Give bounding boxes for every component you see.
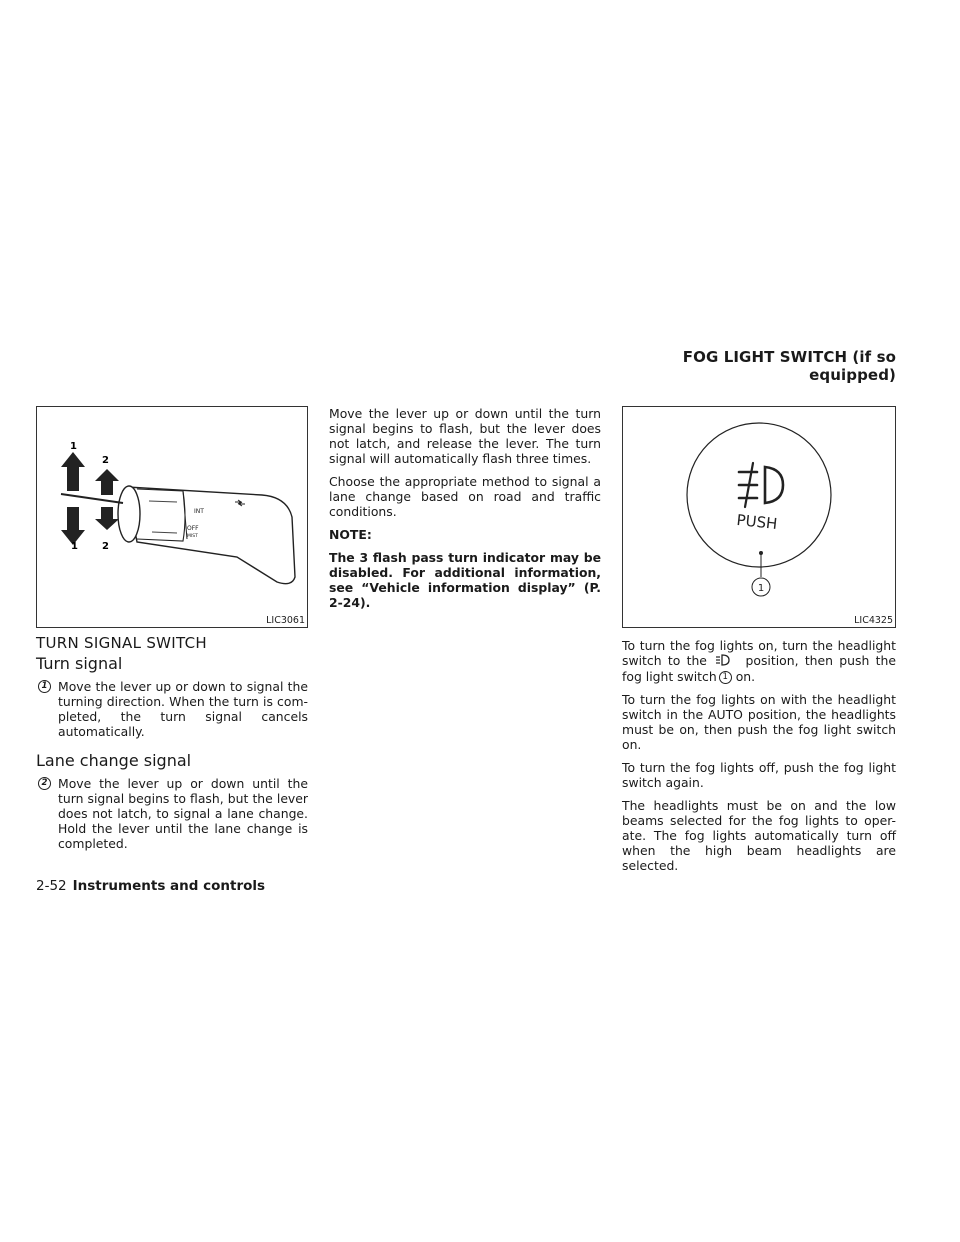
figure-code: LIC4325 xyxy=(854,615,893,626)
note-text: The 3 flash pass turn indicator may be disabled. For additional information, see “Vehicle information display” (P. 2-24). xyxy=(329,550,601,610)
section-title: FOG LIGHT SWITCH (if so equipped) xyxy=(682,348,896,384)
turn-signal-heading: Turn signal xyxy=(36,654,123,673)
fog-paragraph-4: The headlights must be on and the low beams selected for the fog lights to oper-ate. The fog lights automatically turn off when the high beam headlights are selected. xyxy=(622,798,896,873)
callout-2-bottom: 2 xyxy=(102,541,109,552)
turn-signal-lever-illustration xyxy=(37,407,307,627)
arrow-down-small-icon xyxy=(95,507,119,530)
arrow-up-large-icon xyxy=(61,452,85,491)
callout-2-top: 2 xyxy=(102,455,109,466)
callout-1-bottom: 1 xyxy=(71,541,78,552)
page-footer xyxy=(36,878,265,894)
arrow-up-small-icon xyxy=(95,469,119,495)
turn-signal-item xyxy=(36,679,308,739)
headlight-switch-icon xyxy=(713,654,739,669)
page-number: 2-52 xyxy=(36,878,67,894)
fog-paragraph-1-part-c: on. xyxy=(735,669,756,684)
middle-paragraph-1: Move the lever up or down until the turn signal begins to flash, but the lever does not latch, and release the lever. The turn signal will automatically flash three times. xyxy=(329,406,601,466)
arrow-down-large-icon xyxy=(61,507,85,545)
push-label: PUSH xyxy=(735,510,779,534)
callout-1: 1 xyxy=(757,583,765,594)
middle-column xyxy=(329,406,601,610)
book-section-name: Instruments and controls xyxy=(72,878,266,894)
turn-signal-item-text: Move the lever up or down to signal the turning direction. When the turn is com-pleted, the turn signal cancels automatically. xyxy=(58,679,308,739)
fog-paragraph-1 xyxy=(622,638,896,684)
number-badge: 1 xyxy=(719,671,732,684)
lane-change-heading: Lane change signal xyxy=(36,751,192,770)
fog-light-section xyxy=(622,638,896,881)
fog-paragraph-2: To turn the fog lights on with the headlight switch in the AUTO position, the headlights must be on, then push the fog light switch on. xyxy=(622,692,896,752)
figure-code: LIC3061 xyxy=(266,615,305,626)
lane-change-item xyxy=(36,776,308,851)
fog-paragraph-3: To turn the fog lights off, push the fog light switch again. xyxy=(622,760,896,790)
lever-mark-off: OFF xyxy=(187,525,199,532)
lever-mark-int: INT xyxy=(194,508,204,515)
middle-paragraph-2: Choose the appropriate method to signal a lane change based on road and traffic conditions. xyxy=(329,474,601,519)
number-badge: 2 xyxy=(38,777,51,790)
fog-paragraph-1-part-b: position, then push the fog light switch xyxy=(622,653,896,684)
callout-1-top: 1 xyxy=(70,441,77,452)
fog-paragraph-1-part-a: To turn the fog lights on, turn the headlight switch to the xyxy=(622,638,896,668)
lane-change-item-text: Move the lever up or down until the turn signal begins to flash, but the lever does not latch, to signal a lane change. Hold the lever until the lane change is completed. xyxy=(58,776,308,851)
fog-light-switch-illustration xyxy=(623,407,895,627)
turn-signal-switch-heading: TURN SIGNAL SWITCH xyxy=(36,634,207,652)
turn-signal-lever-figure xyxy=(36,406,308,628)
fog-light-switch-figure xyxy=(622,406,896,628)
note-heading: NOTE: xyxy=(329,527,372,542)
lever-mark-mist: MIST xyxy=(187,534,198,539)
number-badge: 1 xyxy=(38,680,51,693)
turn-signal-section xyxy=(36,636,308,851)
